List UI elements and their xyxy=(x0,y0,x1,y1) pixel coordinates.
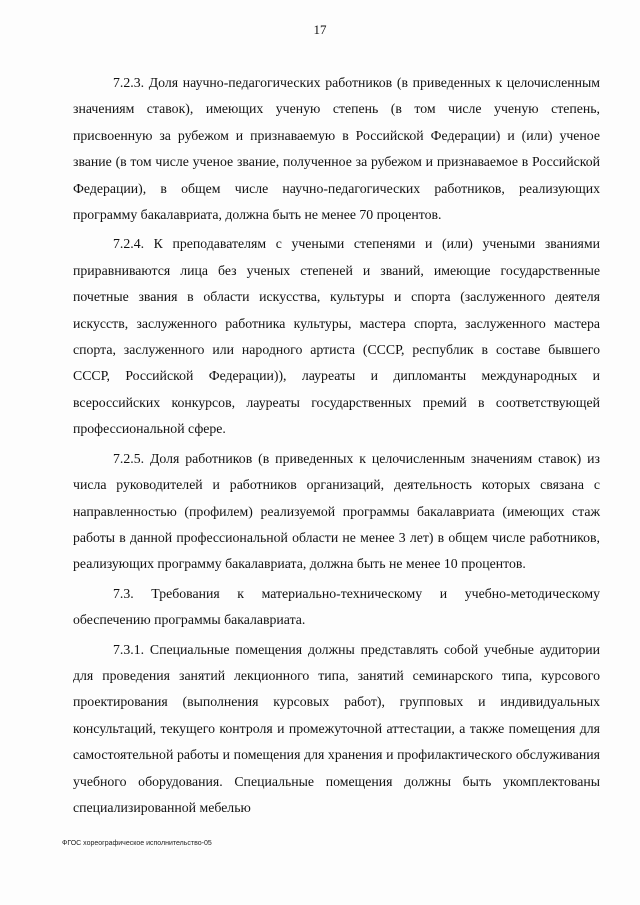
paragraph-7-2-5: 7.2.5. Доля работников (в приведенных к целочисленным значениям ставок) из числа руководителей и работников организаций, деятельность которых связана с направленностью (профилем) реализуемой программы бакалавриата (имеющих стаж работы в данной профессиональной области не менее 3 лет) в общем числе работников, реализующих программу бакалавриата, должна быть не менее 10 процентов. xyxy=(73,450,600,572)
page-number: 17 xyxy=(313,22,327,37)
document-body xyxy=(73,70,600,824)
paragraph-7-2-4: 7.2.4. К преподавателям с учеными степенями и (или) учеными званиями приравниваются лица без ученых степеней и званий, имеющие государственные почетные звания в области искусства, культуры и спорта (заслуженного деятеля искусств, заслуженного работника культуры, мастера спорта, заслуженного мастера спорта, заслуженного или народного артиста (СССР, республик в составе бывшего СССР, Российской Федерации)), лауреаты и дипломанты международных и всероссийских конкурсов, лауреаты государственных премий в соответствующей профессиональной сфере. xyxy=(73,236,600,437)
paragraph-7-2-3: 7.2.3. Доля научно-педагогических работников (в приведенных к целочисленным значениям ставок), имеющих ученую степень (в том числе ученую степень, присвоенную за рубежом и признаваемую в Российской Федерации) и (или) ученое звание (в том числе ученое звание, полученное за рубежом и признаваемое в Российской Федерации), в общем числе научно-педагогических работников, реализующих программу бакалавриата, должна быть не менее 70 процентов. xyxy=(73,75,600,223)
paragraph-7-3-1: 7.3.1. Специальные помещения должны представлять собой учебные аудитории для проведения занятий лекционного типа, занятий семинарского типа, курсового проектирования (выполнения курсовых работ), групповых и индивидуальных консультаций, текущего контроля и промежуточной аттестации, а также помещения для самостоятельной работы и помещения для хранения и профилактического обслуживания учебного оборудования. Специальные помещения должны быть укомплектованы специализированной мебелью xyxy=(73,641,600,815)
paragraph-7-3: 7.3. Требования к материально-техническому и учебно-методическому обеспечению программы бакалавриата. xyxy=(73,585,600,628)
page-footer: ФГОС хореографическое исполнительство-05 xyxy=(62,840,212,847)
